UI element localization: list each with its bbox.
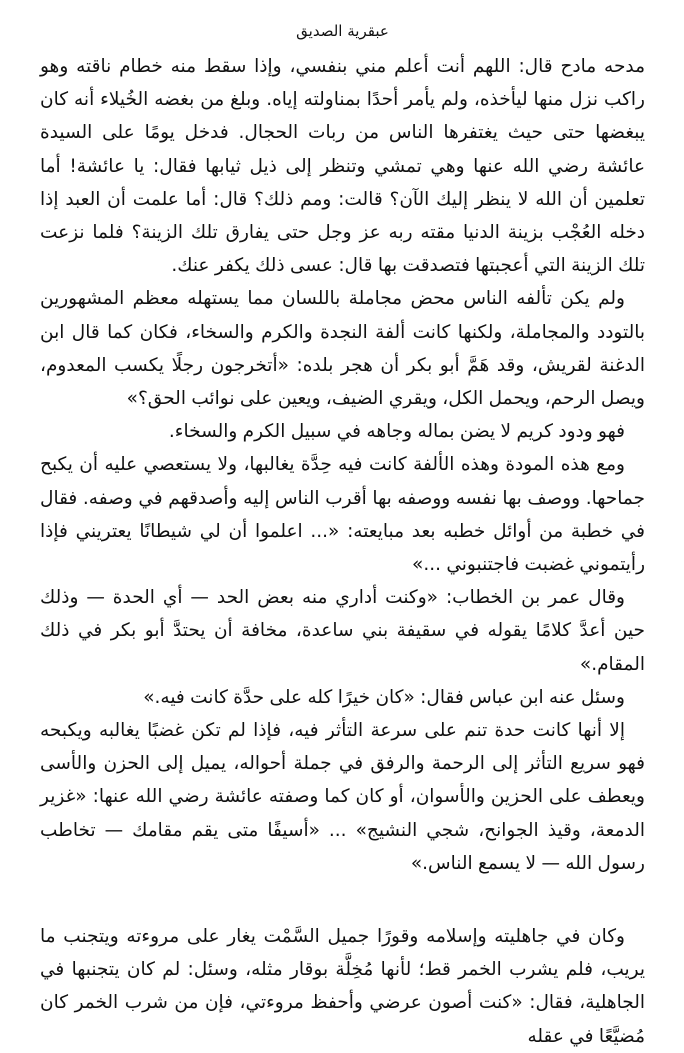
paragraph: مدحه مادح قال: اللهم أنت أعلم مني بنفسي، وإذا سقط منه خطام ناقته وهو راكب نزل منها ليأخذه، ولم يأمر أحدًا بمناولته إياه. وبلغ من بغضه الخُيلاء أنه كان يبغضها حتى حيث يغتفرها الناس من ربات الحجال. فدخل يومًا على السيدة عائشة رضي الله عنها وهي تمشي وتنظر إلى ذيل ثيابها فقال: يا عائشة! أما تعلمين أن الله لا ينظر إليك الآن؟ قالت: ومم ذلك؟ قال: أما علمت أن العبد إذا دخله العُجْب بزينة الدنيا مقته ربه عز وجل حتى يفارق تلك الزينة؟ فلما نزعت تلك الزينة التي أعجبتها فتصدقت بها قال: عسى ذلك يكفر عنك. xyxy=(40,56,645,277)
section-gap xyxy=(40,880,645,920)
paragraph: وقال عمر بن الخطاب: «وكنت أداري منه بعض الحد — أي الحدة — وذلك حين أعدَّ كلامًا يقوله في سقيفة بني ساعدة، مخافة أن يحتدَّ أبو بكر في ذلك المقام.» xyxy=(40,587,645,675)
paragraph: وكان في جاهليته وإسلامه وقورًا جميل السَّمْت يغار على مروءته ويتجنب ما يريب، فلم يشرب الخمر قط؛ لأنها مُخِلَّة بوقار مثله، وسئل: لم كان يتجنبها في الجاهلية، فقال: «كنت أصون عرضي وأحفظ مروءتي، فإن من شرب الخمر كان مُضيَّعًا في عقله xyxy=(40,926,645,1047)
body-text-bottom xyxy=(40,920,645,1053)
paragraph: إلا أنها كانت حدة تنم على سرعة التأثر فيه، فإذا لم تكن غضبًا يغالبه ويكبحه فهو سريع التأثر إلى الرحمة والرفق في جملة أحواله، يميل إلى الحزن والأسى ويعطف على الحزين والأسوان، أو كان كما وصفته عائشة رضي الله عنها: «غزير الدمعة، وقيذ الجوانح، شجي النشيج» ... «أسيفًا متى يقم مقامك — تخاطب رسول الله — لا يسمع الناس.» xyxy=(40,720,645,874)
paragraph: ولم يكن تألفه الناس محض مجاملة باللسان مما يستهله معظم المشهورين بالتودد والمجاملة، ولكنها كانت ألفة النجدة والكرم والسخاء، فكان كما قال ابن الدغنة لقريش، وقد هَمَّ أبو بكر أن هجر بلده: «أتخرجون رجلًا يكسب المعدوم، ويصل الرحم، ويحمل الكل، ويقري الضيف، ويعين على نوائب الحق؟» xyxy=(40,288,645,410)
paragraph: وسئل عنه ابن عباس فقال: «كان خيرًا كله على حدَّة كانت فيه.» xyxy=(143,686,625,708)
book-title: عبقرية الصديق xyxy=(296,22,389,40)
running-header xyxy=(40,0,645,50)
paragraph: ومع هذه المودة وهذه الألفة كانت فيه حِدَّة يغالبها، ولا يستعصي عليه أن يكبح جماحها. ووصف بها نفسه ووصفه بها أقرب الناس إليه وأصدقهم في وصفه. فقال في خطبة من أوائل خطبه بعد مبايعته: «... اعلموا أن لي شيطانًا يعتريني فإذا رأيتموني غضبت فاجتنبوني ...» xyxy=(40,454,645,576)
body-text-top xyxy=(40,50,645,880)
paragraph: فهو ودود كريم لا يضن بماله وجاهه في سبيل الكرم والسخاء. xyxy=(168,421,625,443)
